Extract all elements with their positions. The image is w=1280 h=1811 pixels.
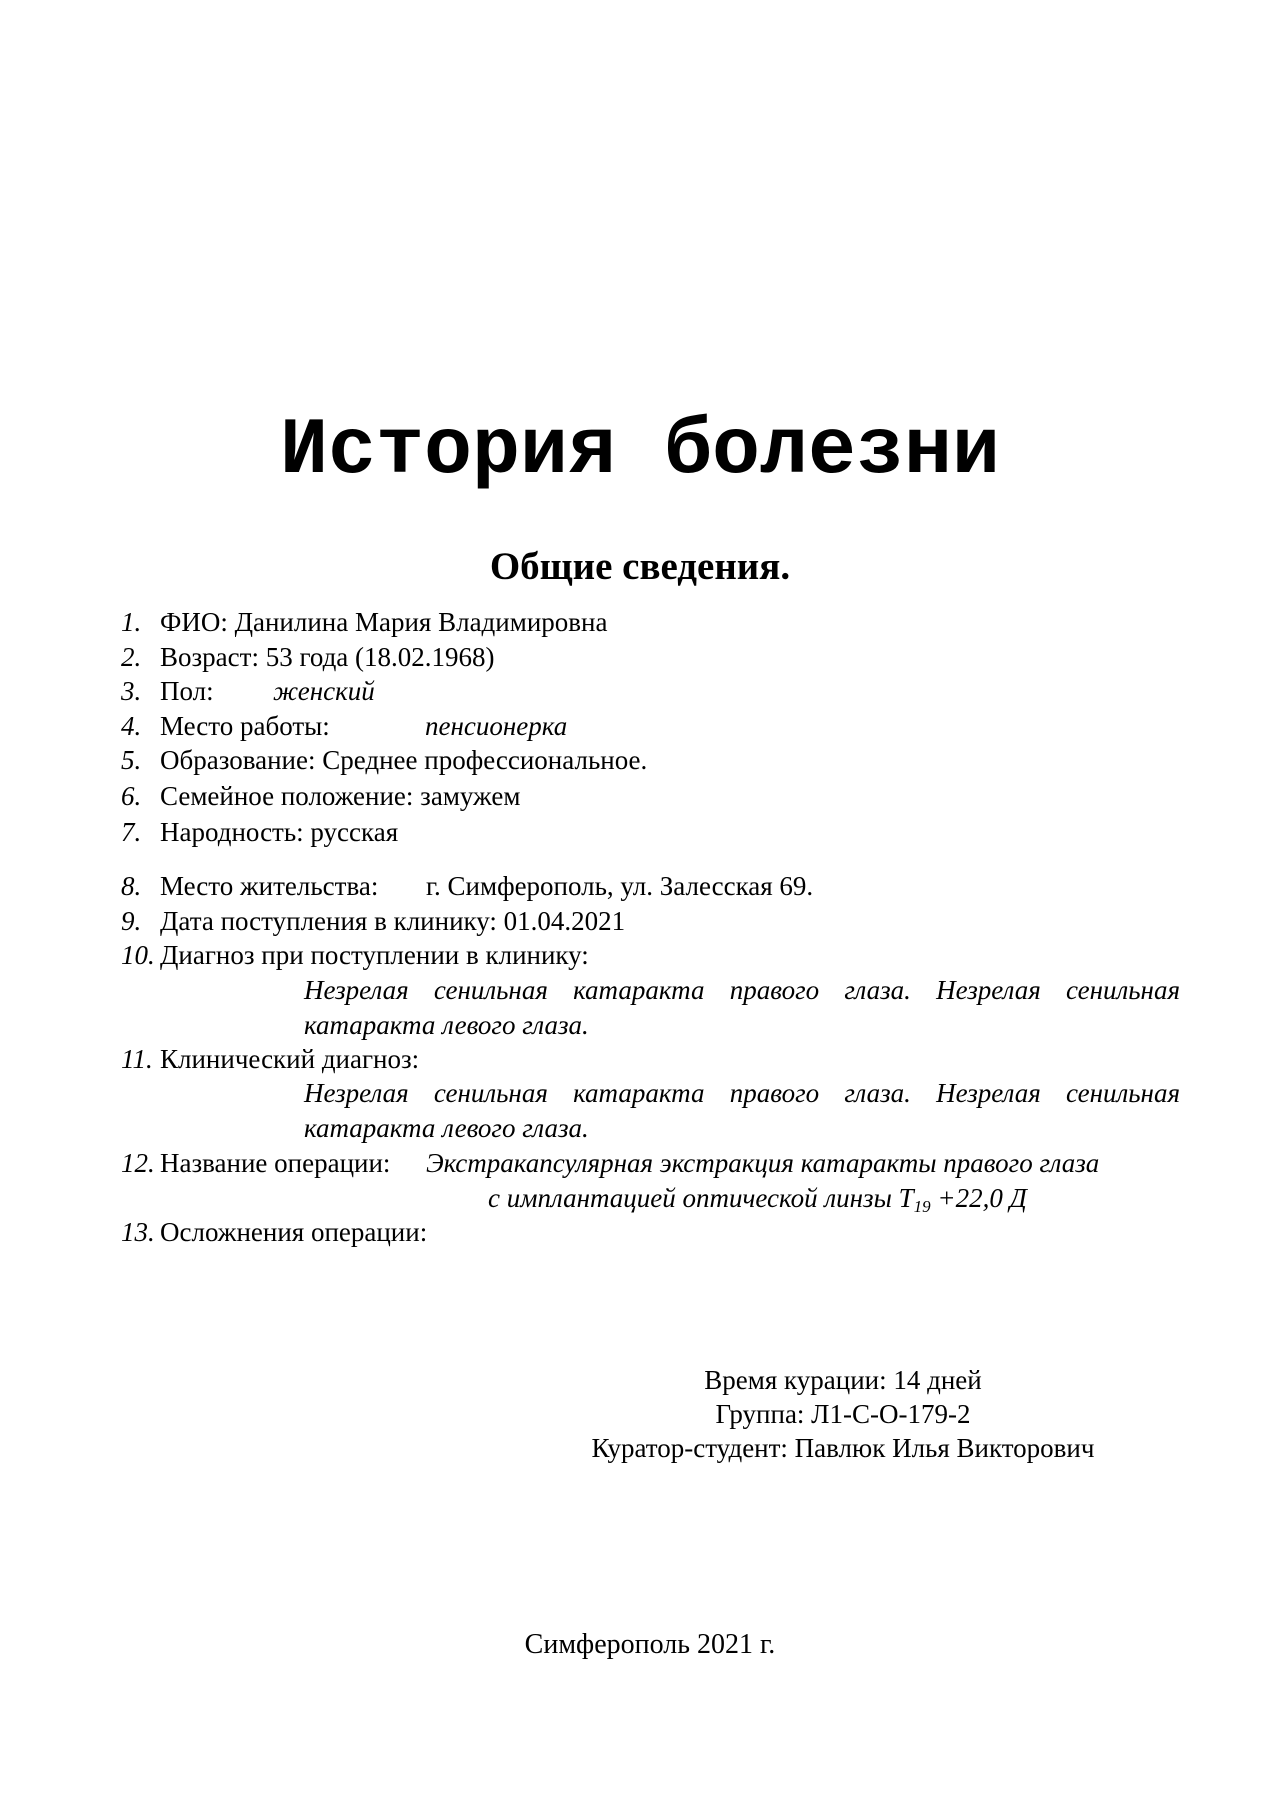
list-item [0, 1215, 1280, 1249]
item-label: Диагноз при поступлении в клинику: [160, 940, 589, 970]
footer-city-year: Симферополь 2021 г. [524, 1629, 776, 1660]
lens-text: с имплантацией оптической линзы T [488, 1183, 914, 1213]
list-item [0, 1146, 1280, 1180]
item-number: 2. [121, 642, 142, 672]
item-number: 10. [121, 940, 155, 970]
item-number: 11. [121, 1044, 153, 1074]
admission-diagnosis: Незрелая сенильная катаракта правого глаза. Незрелая сенильная катаракта левого глаза. [304, 975, 1180, 1040]
item-label: Народность: русская [160, 817, 399, 847]
list-item [0, 605, 1280, 639]
item-number: 4. [121, 711, 142, 741]
item-number: 3. [121, 676, 142, 706]
clinical-diagnosis: Незрелая сенильная катаракта правого глаза. Незрелая сенильная катаракта левого глаза. [304, 1078, 1180, 1143]
item-value: г. Симферополь, ул. Залесская 69. [426, 871, 814, 901]
item-label: Место работы: [160, 711, 330, 741]
list-item [0, 640, 1280, 674]
item-label: ФИО: Данилина Мария Владимировна [160, 607, 608, 637]
list-item [0, 779, 1280, 813]
item-label: Клинический диагноз: [160, 1044, 420, 1074]
item-number: 7. [121, 817, 142, 847]
section-title: Общие сведения. [489, 545, 791, 588]
item-label: Место жительства: [160, 871, 379, 901]
item-label: Образование: Среднее профессиональное. [160, 745, 648, 775]
item-number: 12. [121, 1148, 155, 1178]
item-label: Название операции: [160, 1148, 391, 1178]
lens-subscript: 19 [913, 1197, 931, 1216]
list-item [0, 938, 1280, 972]
curation-time: Время курации: 14 дней [704, 1365, 982, 1395]
item-label: Дата поступления в клинику: 01.04.2021 [160, 906, 626, 936]
group: Группа: Л1-С-О-179-2 [715, 1399, 971, 1429]
list-item [0, 904, 1280, 938]
item-number: 1. [121, 607, 142, 637]
lens-power: +22,0 Д [930, 1183, 1027, 1213]
operation-value-line2 [0, 1181, 1280, 1215]
item-number: 6. [121, 781, 142, 811]
curator: Куратор-студент: Павлюк Илья Викторович [591, 1433, 1095, 1463]
list-item [0, 1042, 1280, 1076]
item-number: 8. [121, 871, 142, 901]
list-item [0, 674, 1280, 708]
list-item [0, 709, 1280, 743]
document-title: История болезни [279, 406, 1001, 497]
item-label: Семейное положение: замужем [160, 781, 521, 811]
list-item [0, 743, 1280, 777]
item-value: пенсионерка [425, 711, 568, 741]
item-number: 13. [121, 1217, 155, 1247]
list-item [0, 869, 1280, 903]
item-label: Осложнения операции: [160, 1217, 428, 1247]
item-label: Возраст: 53 года (18.02.1968) [160, 642, 495, 672]
item-value: Экстракапсулярная экстракция катаракты правого глаза [426, 1148, 1100, 1178]
item-value: женский [273, 676, 375, 706]
item-number: 5. [121, 745, 142, 775]
list-item [0, 815, 1280, 849]
item-number: 9. [121, 906, 142, 936]
item-label: Пол: [160, 676, 214, 706]
